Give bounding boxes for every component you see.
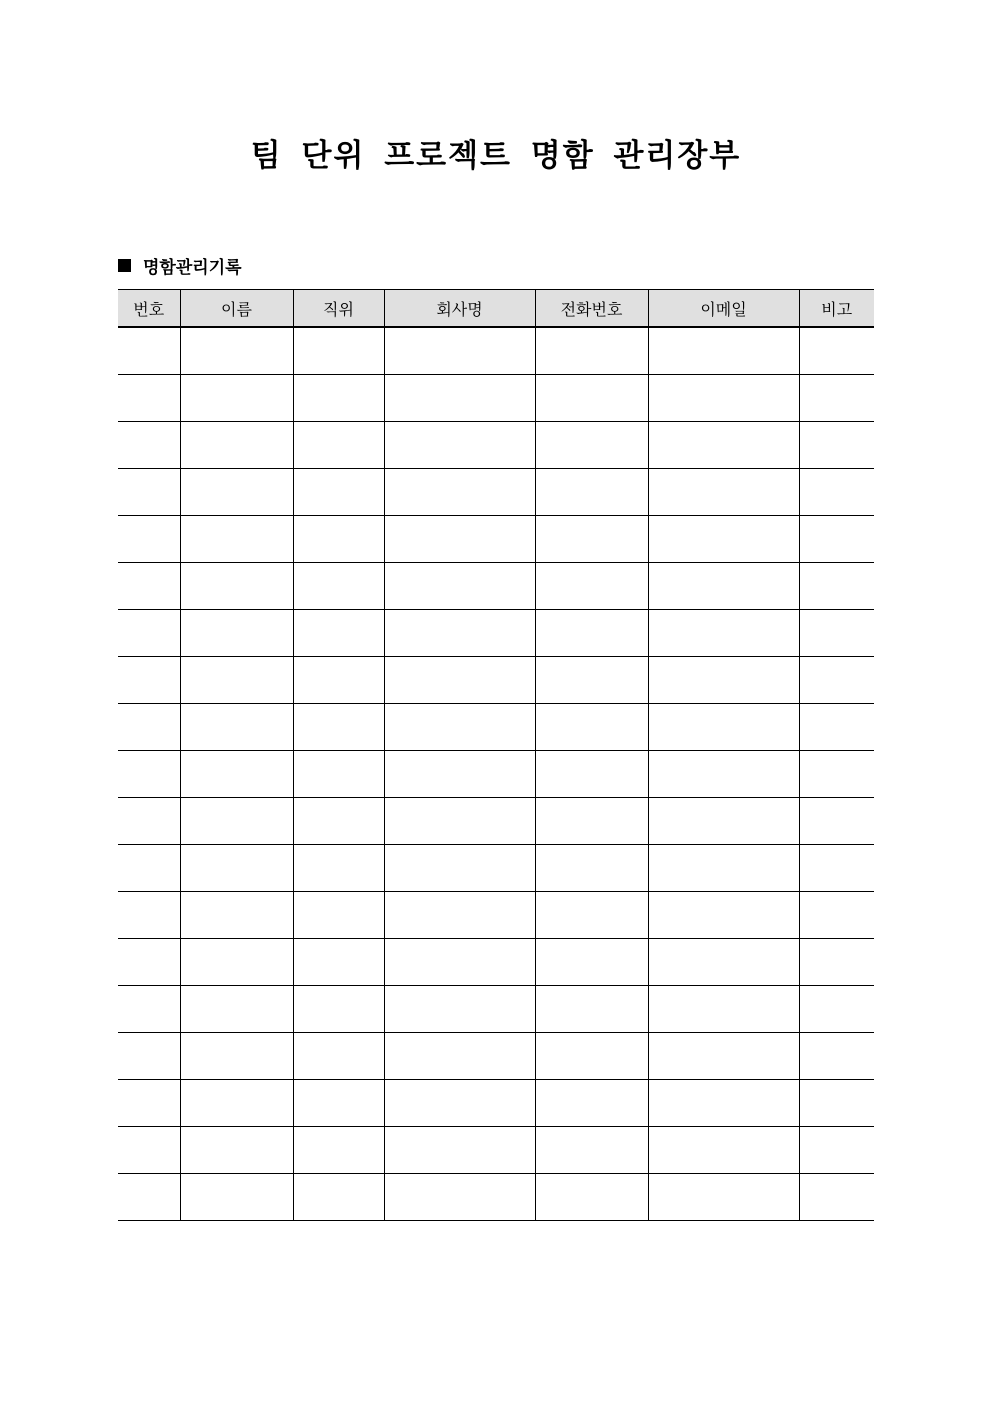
table-cell — [648, 1127, 799, 1174]
table-cell — [799, 1174, 874, 1221]
table-cell — [384, 1033, 535, 1080]
table-cell — [293, 1080, 384, 1127]
table-cell — [118, 1080, 180, 1127]
table-cell — [118, 1033, 180, 1080]
table-row — [118, 422, 874, 469]
table-cell — [118, 422, 180, 469]
table-row — [118, 1174, 874, 1221]
table-cell — [535, 751, 648, 798]
table-cell — [118, 327, 180, 375]
table-cell — [180, 751, 293, 798]
table-row — [118, 375, 874, 422]
table-cell — [799, 798, 874, 845]
table-cell — [384, 610, 535, 657]
table-cell — [384, 422, 535, 469]
table-cell — [293, 845, 384, 892]
table-cell — [180, 892, 293, 939]
table-cell — [648, 986, 799, 1033]
column-header-name: 이름 — [180, 290, 293, 328]
table-cell — [535, 610, 648, 657]
table-cell — [180, 563, 293, 610]
section-heading — [118, 252, 242, 278]
table-cell — [799, 327, 874, 375]
table-cell — [293, 422, 384, 469]
square-bullet-icon — [118, 259, 131, 272]
table-cell — [648, 469, 799, 516]
table-cell — [384, 657, 535, 704]
table-cell — [799, 845, 874, 892]
table-cell — [180, 469, 293, 516]
table-cell — [384, 1080, 535, 1127]
table-cell — [648, 610, 799, 657]
section-heading-label: 명함관리기록 — [143, 257, 242, 278]
table-cell — [293, 939, 384, 986]
table-cell — [648, 751, 799, 798]
table-cell — [535, 516, 648, 563]
table-cell — [799, 1080, 874, 1127]
table-cell — [799, 657, 874, 704]
table-cell — [293, 751, 384, 798]
table-cell — [799, 892, 874, 939]
table-row — [118, 610, 874, 657]
table-cell — [293, 610, 384, 657]
table-cell — [535, 986, 648, 1033]
table-cell — [118, 892, 180, 939]
table-cell — [535, 657, 648, 704]
table-cell — [384, 563, 535, 610]
table-cell — [535, 469, 648, 516]
table-cell — [648, 422, 799, 469]
business-card-record-table — [118, 289, 874, 1221]
document-title: 팀 단위 프로젝트 명함 관리장부 — [250, 138, 742, 174]
table-cell — [535, 798, 648, 845]
table-cell — [118, 563, 180, 610]
table-cell — [118, 798, 180, 845]
table-cell — [180, 1174, 293, 1221]
table-cell — [799, 1033, 874, 1080]
table-cell — [118, 610, 180, 657]
table-cell — [118, 751, 180, 798]
table-cell — [180, 422, 293, 469]
table-cell — [180, 610, 293, 657]
table-cell — [535, 1174, 648, 1221]
table-cell — [799, 1127, 874, 1174]
table-row — [118, 892, 874, 939]
table-cell — [648, 1174, 799, 1221]
table-cell — [535, 1080, 648, 1127]
table-cell — [293, 1174, 384, 1221]
table-row — [118, 986, 874, 1033]
table-row — [118, 1080, 874, 1127]
table-cell — [180, 1127, 293, 1174]
table-cell — [293, 798, 384, 845]
table-row — [118, 563, 874, 610]
table-cell — [180, 657, 293, 704]
table-cell — [799, 986, 874, 1033]
table-cell — [180, 704, 293, 751]
table-cell — [384, 798, 535, 845]
table-cell — [293, 327, 384, 375]
table-cell — [180, 845, 293, 892]
table-cell — [293, 704, 384, 751]
table-cell — [799, 939, 874, 986]
table-cell — [384, 1127, 535, 1174]
table-row — [118, 327, 874, 375]
table-row — [118, 939, 874, 986]
table-cell — [180, 1080, 293, 1127]
table-row — [118, 704, 874, 751]
table-cell — [384, 375, 535, 422]
table-cell — [648, 657, 799, 704]
table-cell — [384, 469, 535, 516]
table-cell — [180, 516, 293, 563]
table-cell — [648, 516, 799, 563]
table-cell — [648, 1080, 799, 1127]
column-header-company: 회사명 — [384, 290, 535, 328]
table-cell — [293, 1127, 384, 1174]
table-cell — [118, 1174, 180, 1221]
table-cell — [293, 375, 384, 422]
table-cell — [799, 422, 874, 469]
table-cell — [535, 375, 648, 422]
table-cell — [180, 375, 293, 422]
table-cell — [535, 1127, 648, 1174]
table-cell — [293, 892, 384, 939]
table-row — [118, 798, 874, 845]
table-cell — [384, 327, 535, 375]
table-cell — [293, 1033, 384, 1080]
table-cell — [180, 986, 293, 1033]
table-cell — [535, 845, 648, 892]
table-row — [118, 1033, 874, 1080]
table-cell — [535, 327, 648, 375]
table-cell — [180, 939, 293, 986]
table-cell — [799, 469, 874, 516]
table-row — [118, 845, 874, 892]
table-header-row — [118, 290, 874, 328]
table-cell — [118, 939, 180, 986]
table-cell — [799, 516, 874, 563]
table-cell — [648, 939, 799, 986]
table-cell — [384, 892, 535, 939]
table-cell — [799, 375, 874, 422]
table-row — [118, 657, 874, 704]
table-row — [118, 469, 874, 516]
table-cell — [118, 845, 180, 892]
table-cell — [535, 892, 648, 939]
table-cell — [118, 1127, 180, 1174]
table-cell — [384, 516, 535, 563]
table-cell — [293, 563, 384, 610]
table-cell — [384, 704, 535, 751]
table-cell — [293, 516, 384, 563]
table-cell — [384, 939, 535, 986]
table-cell — [535, 704, 648, 751]
table-cell — [535, 563, 648, 610]
table-cell — [118, 986, 180, 1033]
table-cell — [648, 845, 799, 892]
table-cell — [535, 939, 648, 986]
table-cell — [535, 422, 648, 469]
table-body — [118, 327, 874, 1221]
table-cell — [118, 657, 180, 704]
table-cell — [180, 327, 293, 375]
table-cell — [648, 1033, 799, 1080]
table-cell — [648, 798, 799, 845]
table-cell — [648, 563, 799, 610]
table-cell — [384, 845, 535, 892]
table-cell — [118, 375, 180, 422]
table-cell — [648, 327, 799, 375]
table-cell — [799, 563, 874, 610]
column-header-phone: 전화번호 — [535, 290, 648, 328]
table-cell — [648, 892, 799, 939]
table-cell — [535, 1033, 648, 1080]
table-row — [118, 1127, 874, 1174]
table-cell — [648, 704, 799, 751]
column-header-remarks: 비고 — [799, 290, 874, 328]
table-cell — [384, 1174, 535, 1221]
table-cell — [799, 751, 874, 798]
table-cell — [293, 986, 384, 1033]
table-row — [118, 751, 874, 798]
table-cell — [799, 704, 874, 751]
table-cell — [648, 375, 799, 422]
column-header-email: 이메일 — [648, 290, 799, 328]
table-cell — [384, 751, 535, 798]
table-cell — [118, 516, 180, 563]
table-cell — [180, 798, 293, 845]
column-header-number: 번호 — [118, 290, 180, 328]
table-cell — [180, 1033, 293, 1080]
table-cell — [384, 986, 535, 1033]
table-cell — [293, 657, 384, 704]
table-cell — [118, 469, 180, 516]
table-cell — [293, 469, 384, 516]
column-header-position: 직위 — [293, 290, 384, 328]
table-cell — [118, 704, 180, 751]
table-cell — [799, 610, 874, 657]
table-row — [118, 516, 874, 563]
